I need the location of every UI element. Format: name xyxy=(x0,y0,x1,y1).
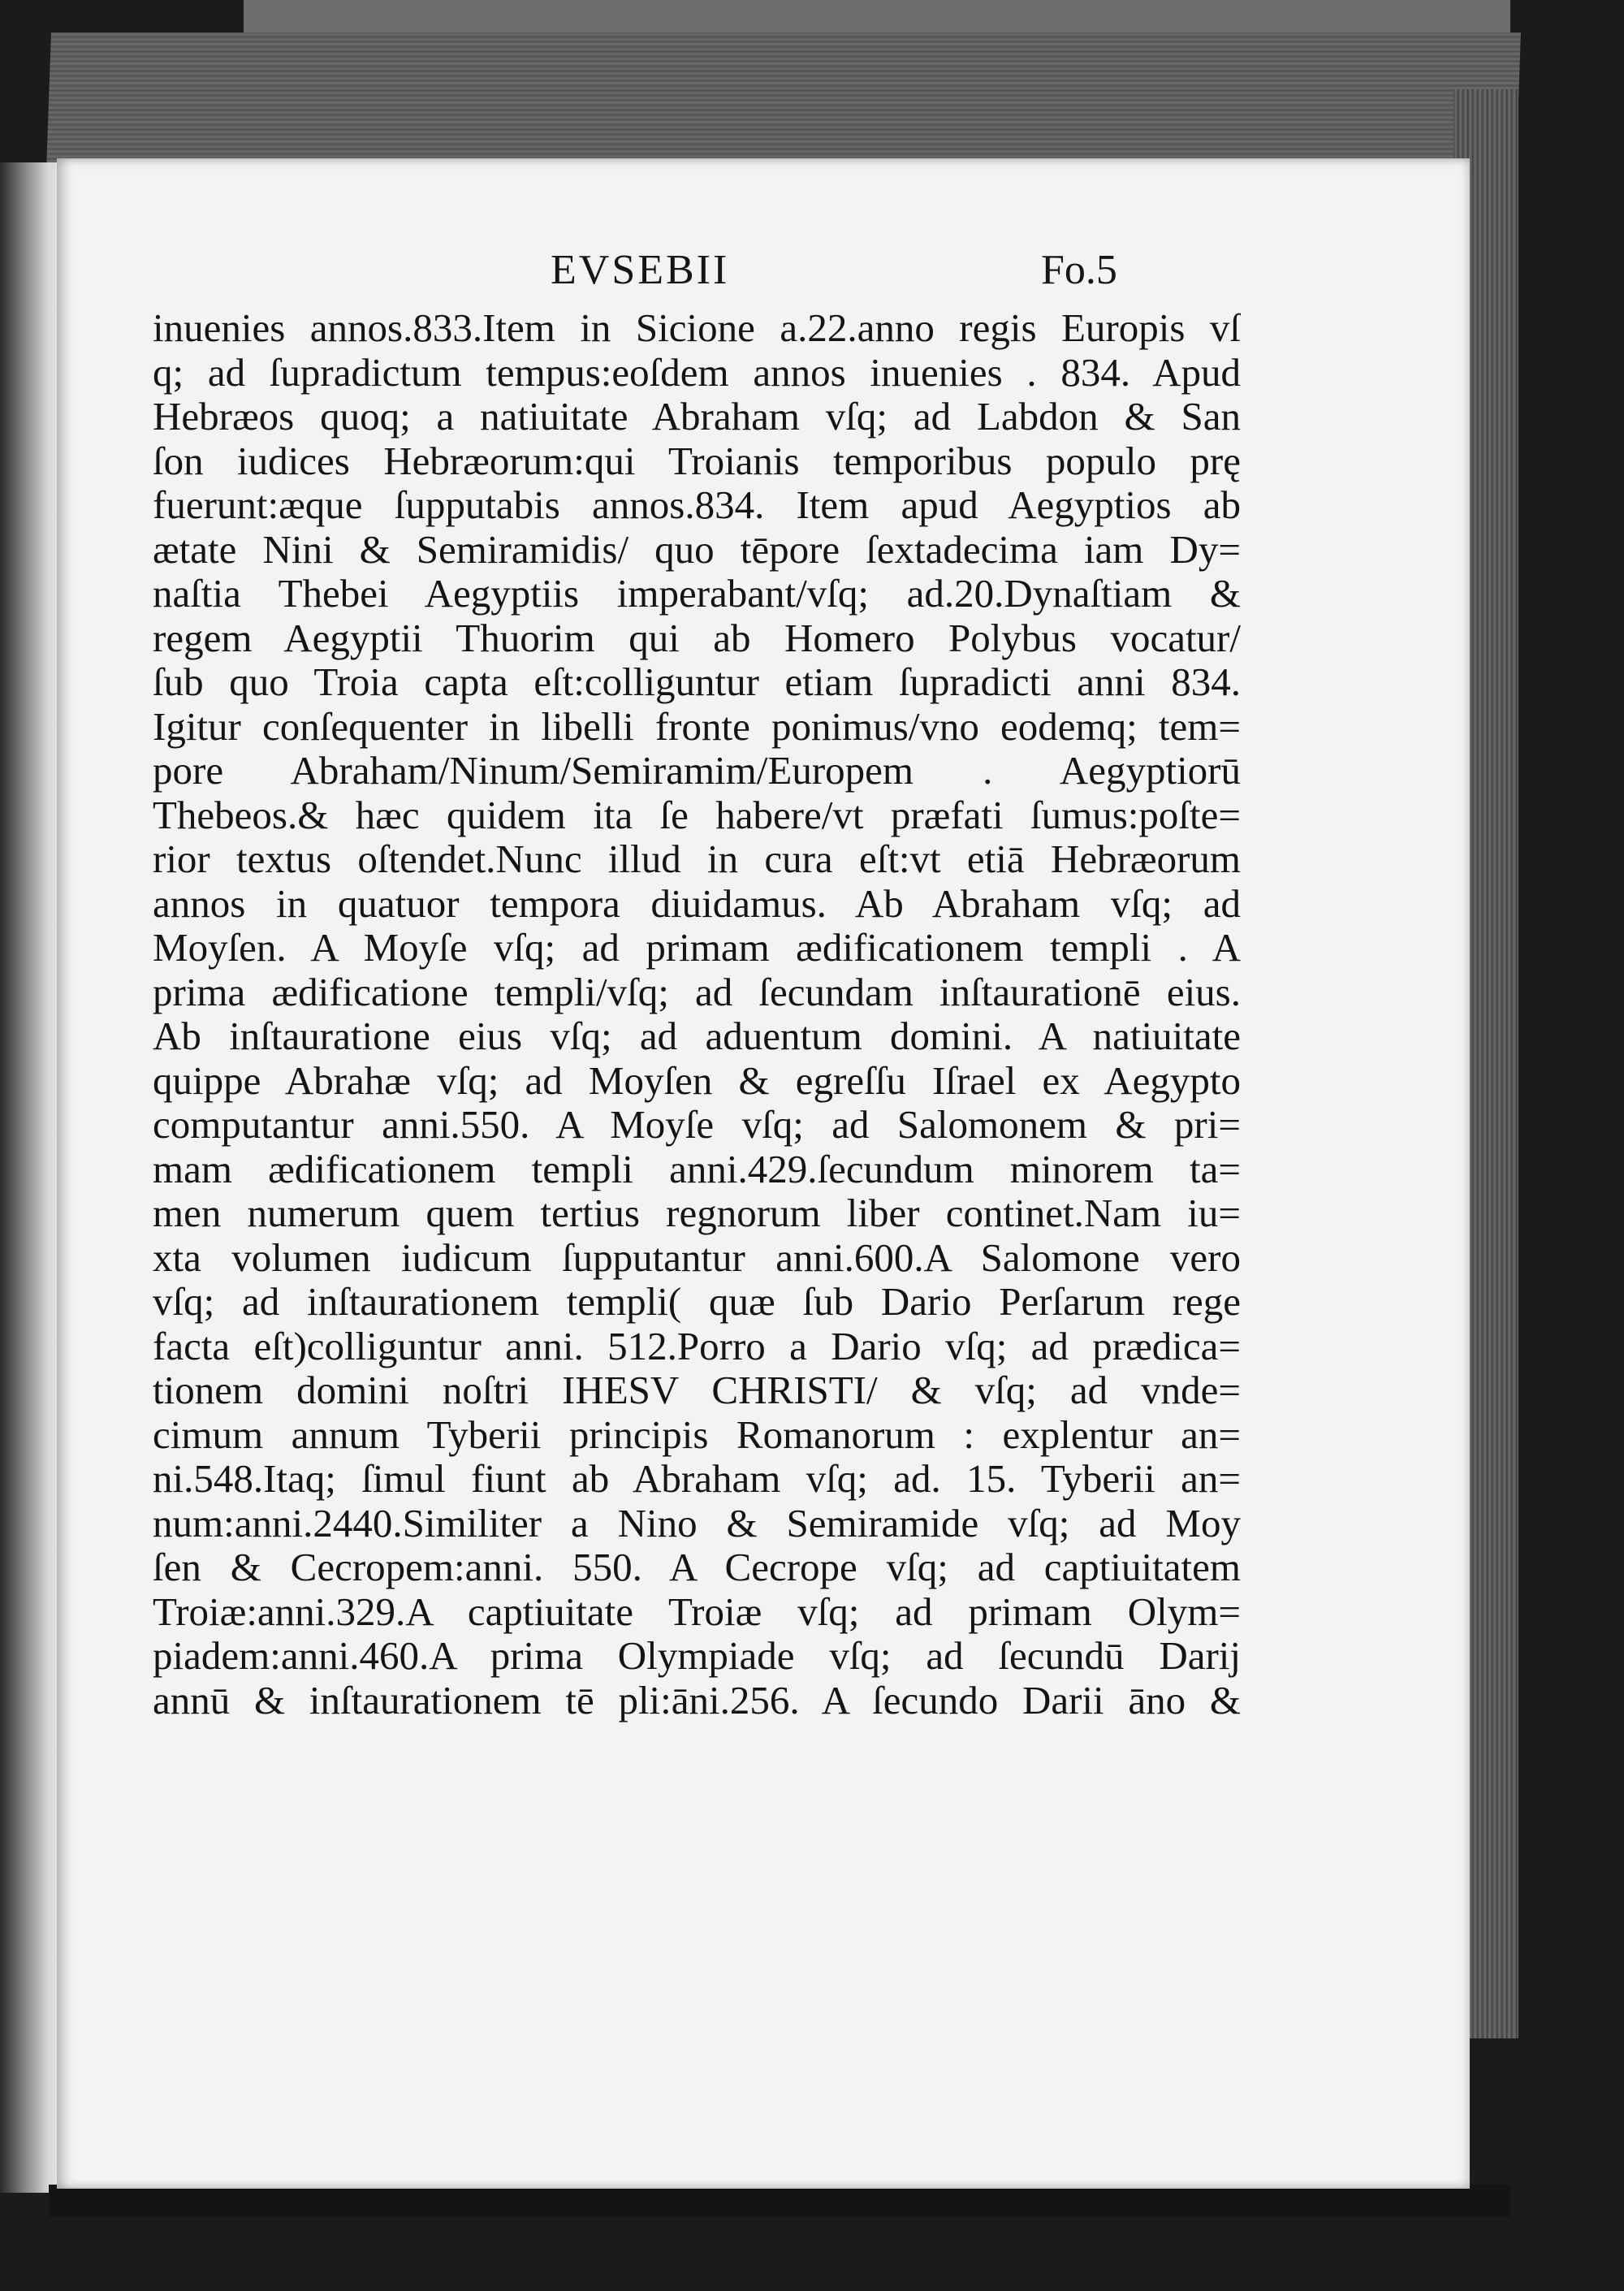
text-line: rior textus oſtendet.Nunc illud in cura eſt:vt etiā Hebræorum xyxy=(153,837,1241,881)
page-header xyxy=(57,246,1470,311)
text-line: Ab inſtauratione eius vſq; ad aduentum domini. A natiuitate xyxy=(153,1014,1241,1058)
text-line: inuenies annos.833.Item in Sicione a.22.anno regis Europis vſ xyxy=(153,306,1241,350)
book-bottom-shadow xyxy=(49,2185,1510,2217)
text-line: Troiæ:anni.329.A captiuitate Troiæ vſq; ad primam Olym= xyxy=(153,1589,1241,1634)
text-line: vſq; ad inſtaurationem templi( quæ ſub Dario Perſarum rege xyxy=(153,1280,1241,1324)
running-head: EVSEBII xyxy=(551,247,730,293)
text-line: prima ædificatione templi/vſq; ad ſecundam inſtaurationē eius. xyxy=(153,970,1241,1014)
text-line: regem Aegyptii Thuorim qui ab Homero Polybus vocatur/ xyxy=(153,616,1241,660)
text-line: cimum annum Tyberii principis Romanorum : explentur an= xyxy=(153,1412,1241,1457)
book-page xyxy=(57,158,1470,2189)
text-line: ſub quo Troia capta eſt:colliguntur etiam ſupradicti anni 834. xyxy=(153,660,1241,704)
text-line: ni.548.Itaq; ſimul fiunt ab Abraham vſq; ad. 15. Tyberii an= xyxy=(153,1457,1241,1501)
text-line: annos in quatuor tempora diuidamus. Ab Abraham vſq; ad xyxy=(153,881,1241,926)
folio-number: Fo.5 xyxy=(1041,247,1117,293)
text-line: xta volumen iudicum ſupputantur anni.600.A Salomone vero xyxy=(153,1235,1241,1280)
text-line: Hebræos quoq; a natiuitate Abraham vſq; ad Labdon & San xyxy=(153,395,1241,439)
text-line: facta eſt)colliguntur anni. 512.Porro a Dario vſq; ad prædica= xyxy=(153,1324,1241,1368)
text-line: num:anni.2440.Similiter a Nino & Semiramide vſq; ad Moy xyxy=(153,1501,1241,1545)
text-line: men numerum quem tertius regnorum liber continet.Nam iu= xyxy=(153,1191,1241,1235)
text-line: annū & inſtaurationem tē pli:āni.256. A ſecundo Darii āno & xyxy=(153,1678,1241,1723)
body-text xyxy=(153,306,1241,1723)
text-line: ſon iudices Hebræorum:qui Troianis temporibus populo prę xyxy=(153,439,1241,483)
text-line: tionem domini noſtri IHESV CHRISTI/ & vſq; ad vnde= xyxy=(153,1368,1241,1412)
text-line: ſen & Cecropem:anni. 550. A Cecrope vſq; ad captiuitatem xyxy=(153,1545,1241,1589)
text-line: pore Abraham/Ninum/Semiramim/Europem . Aegyptiorū xyxy=(153,749,1241,793)
text-line: Igitur conſequenter in libelli fronte ponimus/vno eodemq; tem= xyxy=(153,704,1241,749)
page-block-top-edge xyxy=(46,32,1521,171)
text-line: Thebeos.& hæc quidem ita ſe habere/vt præfati ſumus:poſte= xyxy=(153,793,1241,837)
text-line: computantur anni.550. A Moyſe vſq; ad Salomonem & pri= xyxy=(153,1103,1241,1147)
text-line: piadem:anni.460.A prima Olympiade vſq; ad ſecundū Darij xyxy=(153,1634,1241,1678)
text-line: mam ædificationem templi anni.429.ſecundum minorem ta= xyxy=(153,1147,1241,1191)
text-line: ætate Nini & Semiramidis/ quo tēpore ſextadecima iam Dy= xyxy=(153,527,1241,572)
text-line: quippe Abrahæ vſq; ad Moyſen & egreſſu Iſrael ex Aegypto xyxy=(153,1058,1241,1103)
text-line: Moyſen. A Moyſe vſq; ad primam ædificationem templi . A xyxy=(153,926,1241,970)
text-line: naſtia Thebei Aegyptiis imperabant/vſq; ad.20.Dynaſtiam & xyxy=(153,572,1241,616)
text-line: q; ad ſupradictum tempus:eoſdem annos inuenies . 834. Apud xyxy=(153,350,1241,395)
text-line: fuerunt:æque ſupputabis annos.834. Item apud Aegyptios ab xyxy=(153,483,1241,527)
